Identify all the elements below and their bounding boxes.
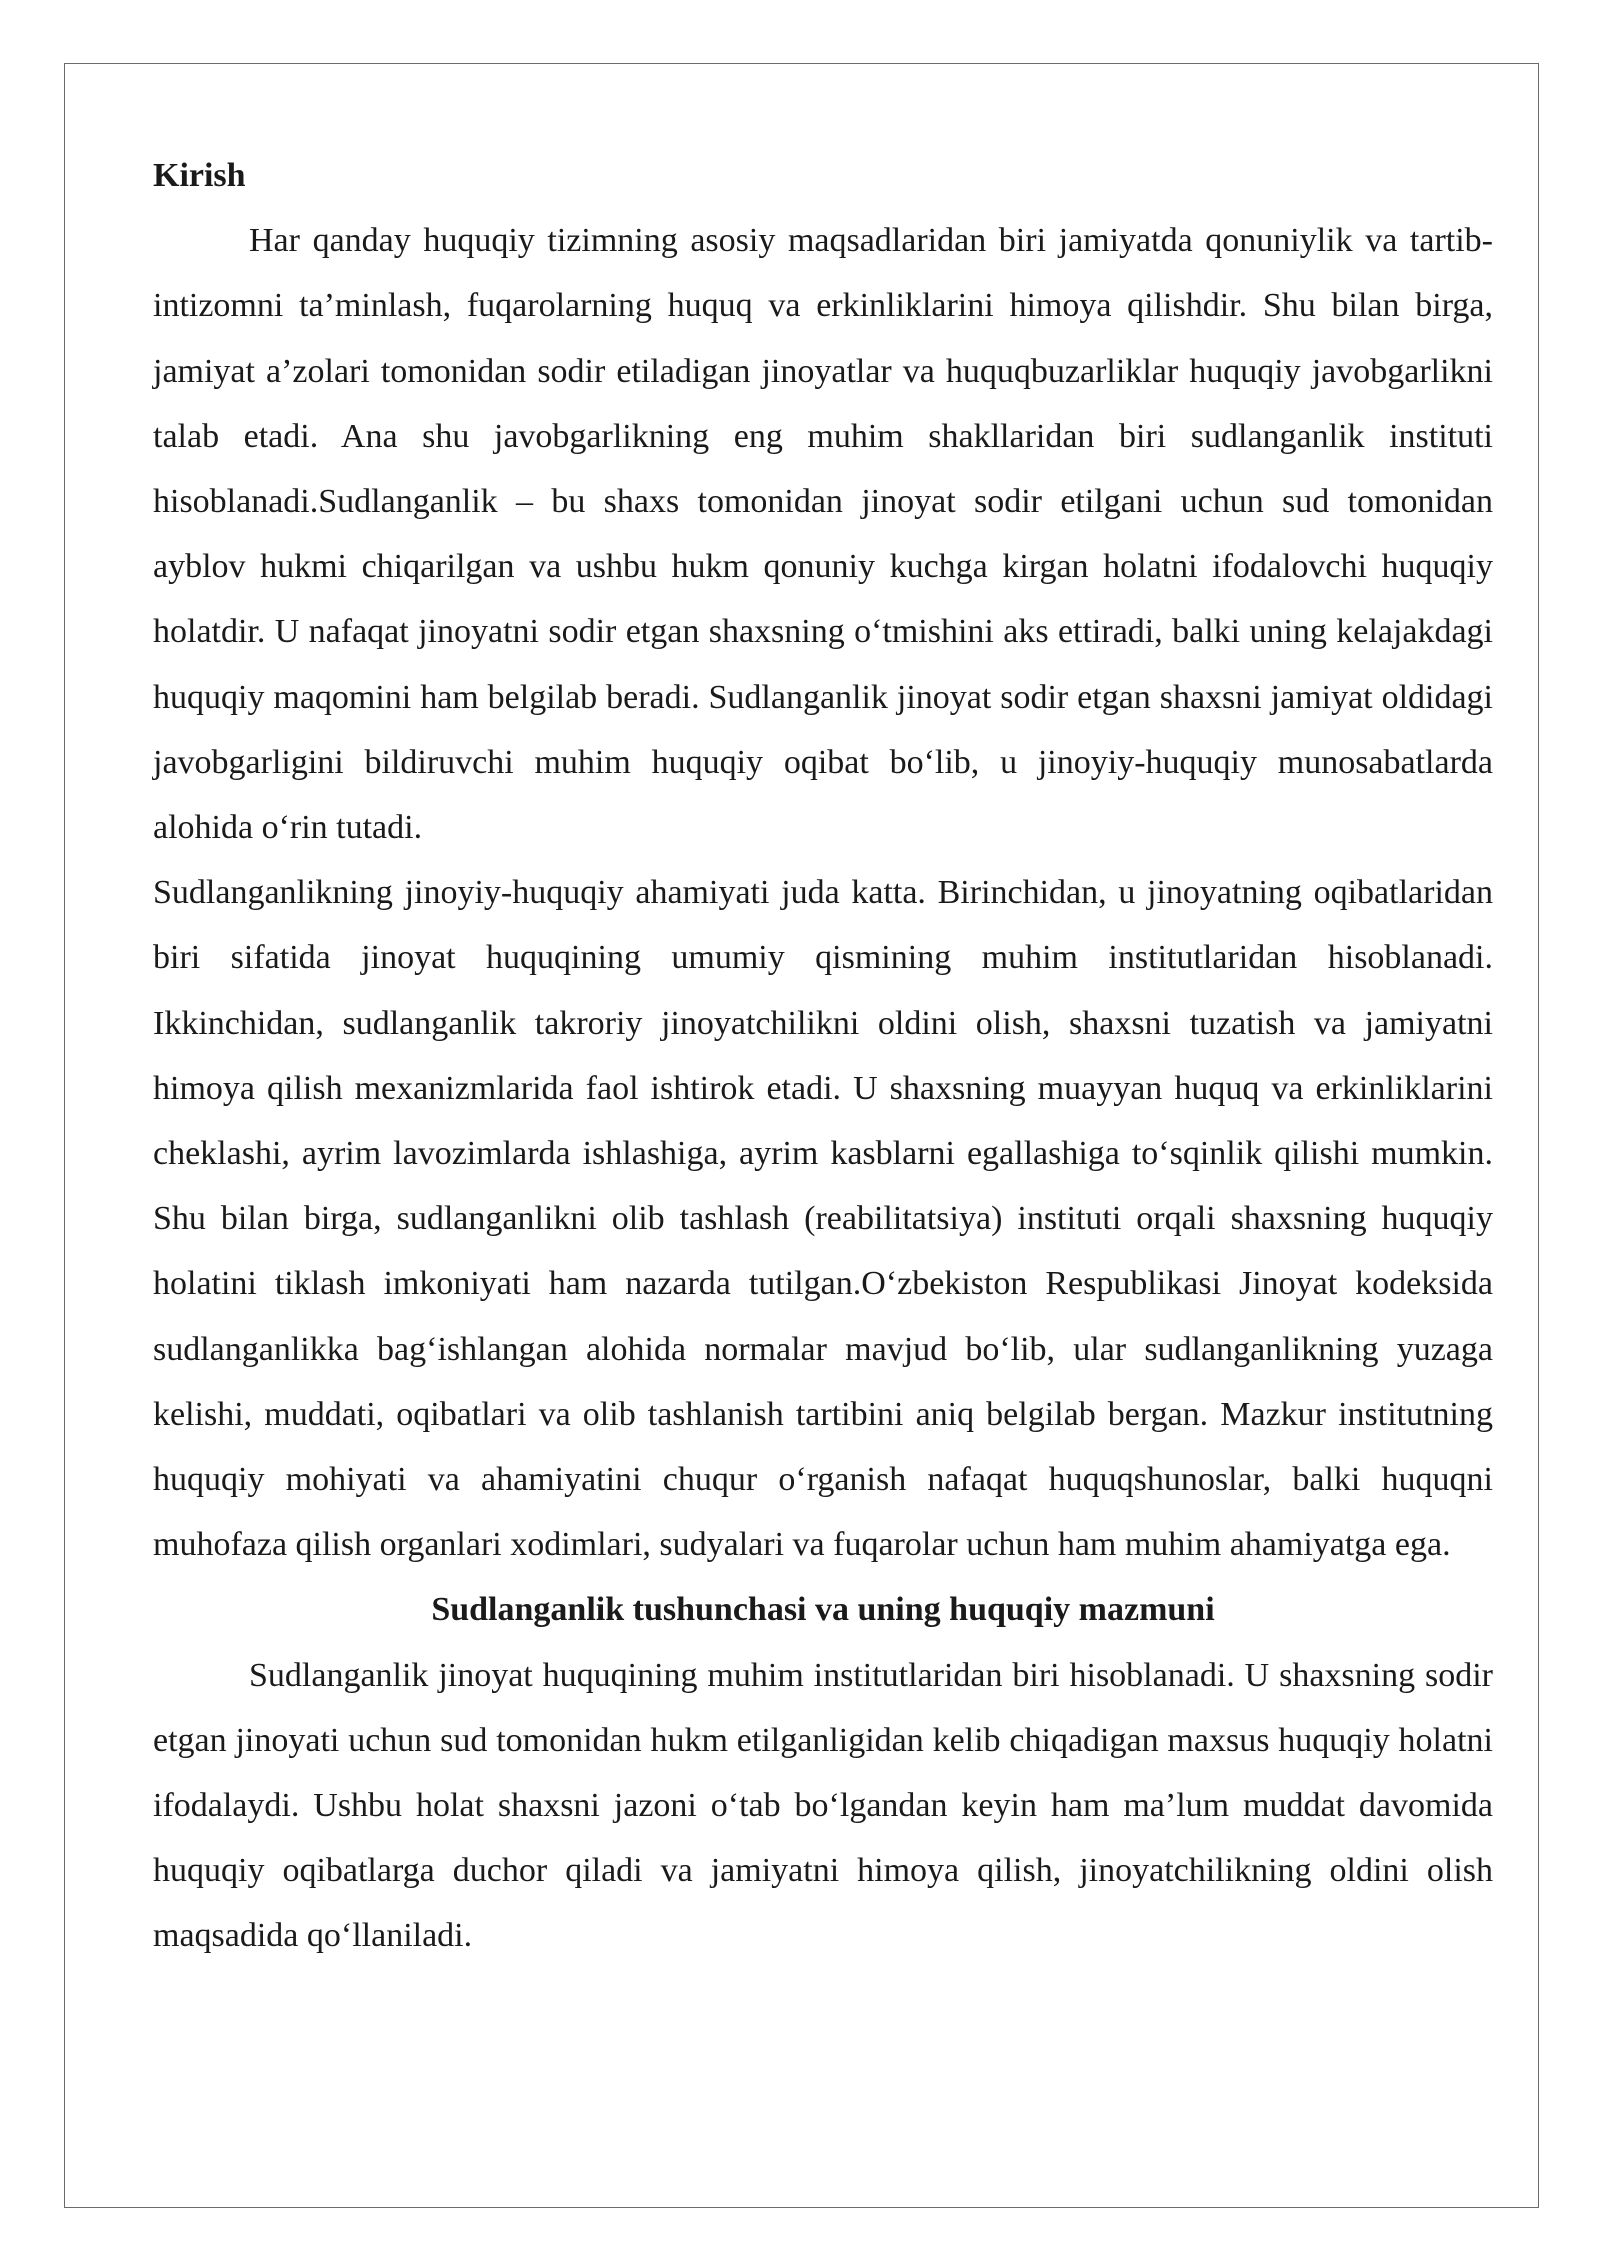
intro-paragraph-2: Sudlanganlikning jinoyiy-huquqiy ahamiyati juda katta. Birinchidan, u jinoyatning oqibatlaridan biri sifatida jinoyat huquqining umumiy qismining muhim institutlaridan hisoblanadi. Ikkinchidan, sudlanganlik takroriy jinoyatchilikni oldini olish, shaxsni tuzatish va jamiyatni himoya qilish mexanizmlarida faol ishtirok etadi. U shaxsning muayyan huquq va erkinliklarini cheklashi, ayrim lavozimlarda ishlashiga, ayrim kasblarni egallashiga to‘sqinlik qilishi mumkin. Shu bilan birga, sudlanganlikni olib tashlash (reabilitatsiya) instituti orqali shaxsning huquqiy holatini tiklash imkoniyati ham nazarda tutilgan.O‘zbekiston Respublikasi Jinoyat kodeksida sudlanganlikka bag‘ishlangan alohida normalar mavjud bo‘lib, ular sudlanganlikning yuzaga kelishi, muddati, oqibatlari va olib tashlanish tartibini aniq belgilab bergan. Mazkur institutning huquqiy mohiyati va ahamiyatini chuqur o‘rganish nafaqat huquqshunoslar, balki huquqni muhofaza qilish organlari xodimlari, sudyalari va fuqarolar uchun ham muhim ahamiyatga ega. xyxy=(153,874,1493,1564)
heading-introduction: Kirish xyxy=(153,157,246,194)
document-body xyxy=(153,143,1493,1969)
section-concept-paragraph-1: Sudlanganlik jinoyat huquqining muhim institutlaridan biri hisoblanadi. U shaxsning sodir etgan jinoyati uchun sud tomonidan hukm etilganligidan kelib chiqadigan maxsus huquqiy holatni ifodalaydi. Ushbu holat shaxsni jazoni o‘tab bo‘lgandan keyin ham ma’lum muddat davomida huquqiy oqibatlarga duchor qiladi va jamiyatni himoya qilish, jinoyatchilikning oldini olish maqsadida qo‘llaniladi. xyxy=(153,1656,1493,1955)
intro-paragraph-1: Har qanday huquqiy tizimning asosiy maqsadlaridan biri jamiyatda qonuniylik va tartib-intizomni ta’minlash, fuqarolarning huquq va erkinliklarini himoya qilishdir. Shu bilan birga, jamiyat a’zolari tomonidan sodir etiladigan jinoyatlar va huquqbuzarliklar huquqiy javobgarlikni talab etadi. Ana shu javobgarlikning eng muhim shakllaridan biri sudlanganlik instituti hisoblanadi.Sudlanganlik – bu shaxs tomonidan jinoyat sodir etilgani uchun sud tomonidan ayblov hukmi chiqarilgan va ushbu hukm qonuniy kuchga kirgan holatni ifodalovchi huquqiy holatdir. U nafaqat jinoyatni sodir etgan shaxsning o‘tmishini aks ettiradi, balki uning kelajakdagi huquqiy maqomini ham belgilab beradi. Sudlanganlik jinoyat sodir etgan shaxsni jamiyat oldidagi javobgarligini bildiruvchi muhim huquqiy oqibat bo‘lib, u jinoyiy-huquqiy munosabatlarda alohida o‘rin tutadi. xyxy=(153,222,1493,847)
heading-section-concept: Sudlanganlik tushunchasi va uning huquqiy mazmuni xyxy=(431,1591,1215,1629)
